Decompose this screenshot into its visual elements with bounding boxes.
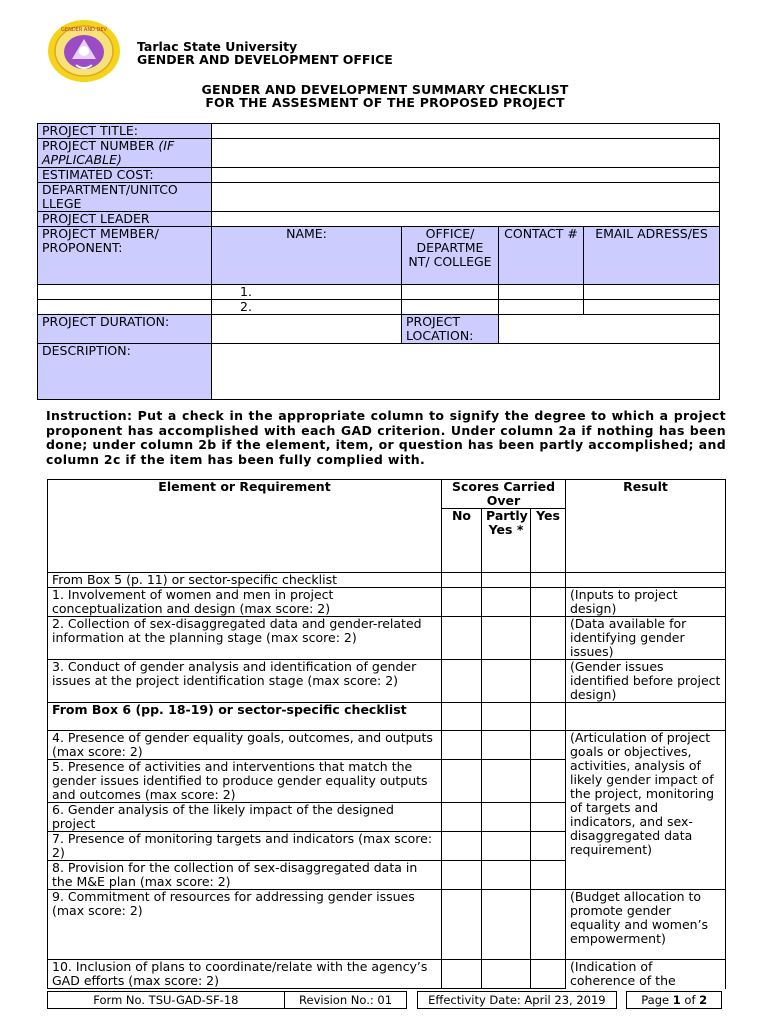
- project-location-field[interactable]: [499, 315, 720, 344]
- form-number: Form No. TSU-GAD-SF-18: [48, 992, 285, 1009]
- item-8-yes-checkbox[interactable]: [531, 861, 566, 890]
- box5-heading: From Box 5 (p. 11) or sector-specific checklist: [48, 573, 442, 588]
- university-seal-logo: [46, 19, 122, 83]
- project-number-field[interactable]: [212, 139, 720, 168]
- result-2: (Data available for identifying gender issues): [566, 617, 726, 660]
- item-7-no-checkbox[interactable]: [442, 832, 482, 861]
- checklist-item-9: 9. Commitment of resources for addressing gender issues (max score: 2): [48, 890, 442, 960]
- university-name: Tarlac State University: [137, 39, 298, 54]
- item-6-no-checkbox[interactable]: [442, 803, 482, 832]
- checklist-item-2: 2. Collection of sex-disaggregated data and gender-related information at the planning stage (max score: 2): [48, 617, 442, 660]
- checklist-item-1: 1. Involvement of women and men in project conceptualization and design (max score: 2): [48, 588, 442, 617]
- member-2-email-field[interactable]: [584, 300, 720, 315]
- item-2-partly-checkbox[interactable]: [482, 617, 531, 660]
- document-title-line1: GENDER AND DEVELOPMENT SUMMARY CHECKLIST: [201, 82, 569, 97]
- result-1: (Inputs to project design): [566, 588, 726, 617]
- item-1-partly-checkbox[interactable]: [482, 588, 531, 617]
- project-leader-label: PROJECT LEADER: [38, 212, 212, 227]
- item-3-partly-checkbox[interactable]: [482, 660, 531, 703]
- box5-no-cell: [442, 573, 482, 588]
- checklist-item-7: 7. Presence of monitoring targets and indicators (max score: 2): [48, 832, 442, 861]
- item-7-partly-checkbox[interactable]: [482, 832, 531, 861]
- item-5-partly-checkbox[interactable]: [482, 760, 531, 803]
- checklist-item-5: 5. Presence of activities and interventions that match the gender issues identified to produce gender equality outputs and outcomes (max score: 2): [48, 760, 442, 803]
- item-5-no-checkbox[interactable]: [442, 760, 482, 803]
- description-field[interactable]: [212, 344, 720, 400]
- item-1-no-checkbox[interactable]: [442, 588, 482, 617]
- page-number: Page 1 of 2: [627, 992, 722, 1009]
- item-2-no-checkbox[interactable]: [442, 617, 482, 660]
- member-2-contact-field[interactable]: [499, 300, 584, 315]
- project-info-table: [37, 123, 720, 400]
- element-column-header: Element or Requirement: [48, 480, 442, 573]
- project-leader-field[interactable]: [212, 212, 720, 227]
- item-10-no-checkbox[interactable]: [442, 960, 482, 989]
- item-6-yes-checkbox[interactable]: [531, 803, 566, 832]
- no-column-header: No: [442, 509, 482, 573]
- project-number-label: PROJECT NUMBER (IF APPLICABLE): [38, 139, 212, 168]
- member-2-office-field[interactable]: [402, 300, 499, 315]
- project-title-label: PROJECT TITLE:: [38, 124, 212, 139]
- result-3: (Gender issues identified before project design): [566, 660, 726, 703]
- item-1-yes-checkbox[interactable]: [531, 588, 566, 617]
- description-label: DESCRIPTION:: [38, 344, 212, 400]
- checklist-item-4: 4. Presence of gender equality goals, outcomes, and outputs (max score: 2): [48, 731, 442, 760]
- item-4-yes-checkbox[interactable]: [531, 731, 566, 760]
- department-label: DEPARTMENT/UNITCO LLEGE: [38, 183, 212, 212]
- project-duration-label: PROJECT DURATION:: [38, 315, 212, 344]
- item-7-yes-checkbox[interactable]: [531, 832, 566, 861]
- footer-gap-2: [617, 992, 627, 1009]
- partly-yes-column-header: Partly Yes *: [482, 509, 531, 573]
- svg-text:GENDER AND DEV: GENDER AND DEV: [61, 27, 107, 33]
- footer-gap-1: [407, 992, 417, 1009]
- member-1-email-field[interactable]: [584, 285, 720, 300]
- document-title-line2: FOR THE ASSESMENT OF THE PROPOSED PROJECT: [205, 95, 565, 110]
- member-row-2-spacer: [38, 300, 212, 315]
- project-title-field[interactable]: [212, 124, 720, 139]
- member-2-name-field[interactable]: 2.: [212, 300, 402, 315]
- checklist-item-8: 8. Provision for the collection of sex-disaggregated data in the M&E plan (max score: 2): [48, 861, 442, 890]
- project-duration-field[interactable]: [212, 315, 402, 344]
- item-10-partly-checkbox[interactable]: [482, 960, 531, 989]
- item-2-yes-checkbox[interactable]: [531, 617, 566, 660]
- box6-result-cell: [566, 703, 726, 731]
- item-4-no-checkbox[interactable]: [442, 731, 482, 760]
- item-8-no-checkbox[interactable]: [442, 861, 482, 890]
- effectivity-date: Effectivity Date: April 23, 2019: [417, 992, 616, 1009]
- result-6: (Indication of coherence of the: [566, 960, 726, 989]
- checklist-item-3: 3. Conduct of gender analysis and identification of gender issues at the project identification stage (max score: 2): [48, 660, 442, 703]
- office-name: GENDER AND DEVELOPMENT OFFICE: [137, 52, 393, 67]
- member-row-1-spacer: [38, 285, 212, 300]
- result-column-header: Result: [566, 480, 726, 573]
- form-footer: [47, 991, 722, 1009]
- item-10-yes-checkbox[interactable]: [531, 960, 566, 989]
- office-column-header: OFFICE/ DEPARTME NT/ COLLEGE: [402, 227, 499, 285]
- item-8-partly-checkbox[interactable]: [482, 861, 531, 890]
- department-field[interactable]: [212, 183, 720, 212]
- item-6-partly-checkbox[interactable]: [482, 803, 531, 832]
- email-column-header: EMAIL ADRESS/ES: [584, 227, 720, 285]
- checklist-item-6: 6. Gender analysis of the likely impact of the designed project: [48, 803, 442, 832]
- member-1-contact-field[interactable]: [499, 285, 584, 300]
- item-9-no-checkbox[interactable]: [442, 890, 482, 960]
- member-1-office-field[interactable]: [402, 285, 499, 300]
- revision-number: Revision No.: 01: [284, 992, 407, 1009]
- box6-partly-cell: [482, 703, 531, 731]
- item-3-yes-checkbox[interactable]: [531, 660, 566, 703]
- box6-no-cell: [442, 703, 482, 731]
- item-4-partly-checkbox[interactable]: [482, 731, 531, 760]
- item-9-partly-checkbox[interactable]: [482, 890, 531, 960]
- checklist-item-10: 10. Inclusion of plans to coordinate/relate with the agency’s GAD efforts (max score: 2): [48, 960, 442, 989]
- member-1-name-field[interactable]: 1.: [212, 285, 402, 300]
- item-9-yes-checkbox[interactable]: [531, 890, 566, 960]
- result-5: (Budget allocation to promote gender equality and women’s empowerment): [566, 890, 726, 960]
- estimated-cost-label: ESTIMATED COST:: [38, 168, 212, 183]
- box5-yes-cell: [531, 573, 566, 588]
- contact-column-header: CONTACT #: [499, 227, 584, 285]
- result-4: (Articulation of project goals or objectives, activities, analysis of likely gender impact of the project, monitoring of targets and indicators, and sex-disaggregated data requirement): [566, 731, 726, 890]
- item-5-yes-checkbox[interactable]: [531, 760, 566, 803]
- instruction-text: Instruction: Put a check in the appropriate column to signify the degree to which a project proponent has accomplished with each GAD criterion. Under column 2a if nothing has been done; under column 2b if the element, item, or question has been partly accomplished; and column 2c if the item has been fully complied with.: [46, 408, 726, 467]
- box6-yes-cell: [531, 703, 566, 731]
- item-3-no-checkbox[interactable]: [442, 660, 482, 703]
- yes-column-header: Yes: [531, 509, 566, 573]
- box6-heading: From Box 6 (pp. 18-19) or sector-specific checklist: [48, 703, 442, 731]
- box5-result-cell: [566, 573, 726, 588]
- scores-column-header: Scores Carried Over: [442, 480, 566, 509]
- project-location-label: PROJECT LOCATION:: [402, 315, 499, 344]
- project-member-label: PROJECT MEMBER/ PROPONENT:: [38, 227, 212, 285]
- estimated-cost-field[interactable]: [212, 168, 720, 183]
- name-column-header: NAME:: [212, 227, 402, 285]
- box5-partly-cell: [482, 573, 531, 588]
- checklist-table: [47, 479, 726, 989]
